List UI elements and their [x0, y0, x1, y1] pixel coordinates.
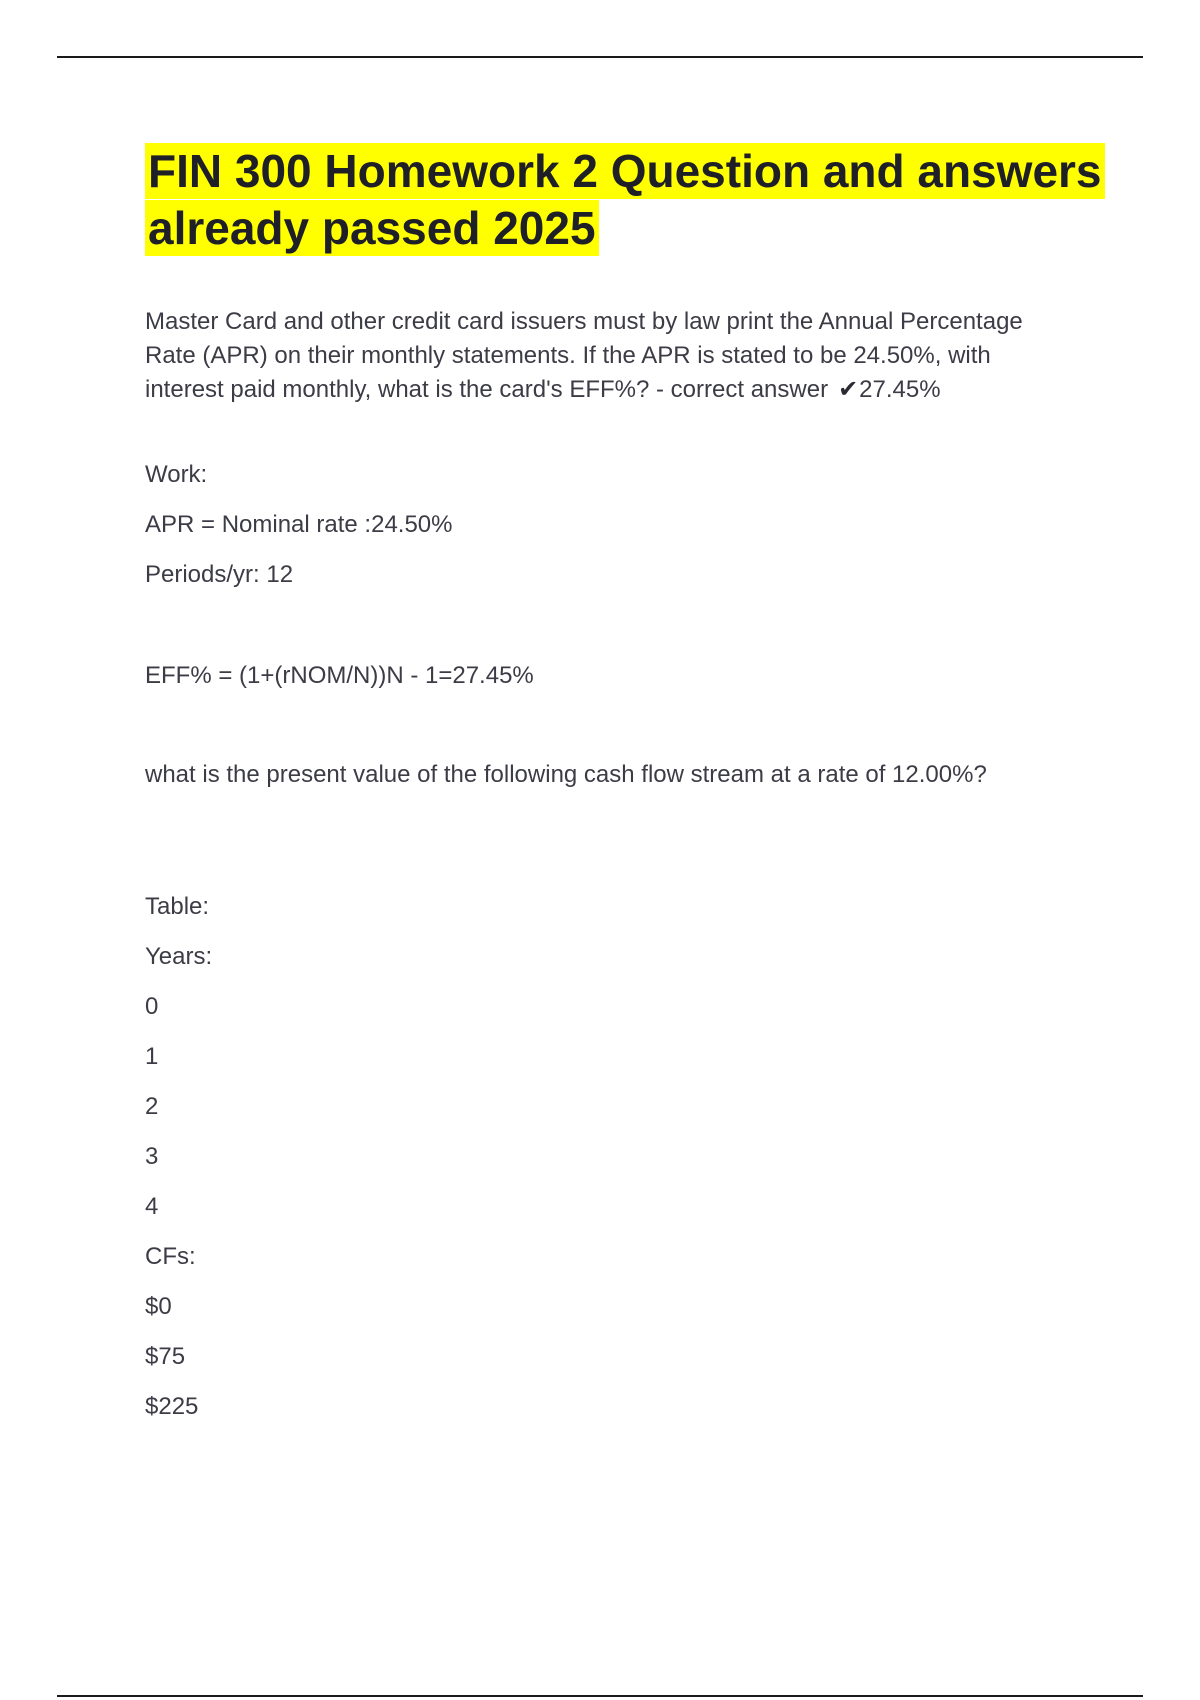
year-item: 4: [145, 1193, 159, 1220]
apr-line: APR = Nominal rate :24.50%: [145, 511, 453, 538]
year-item: 1: [145, 1043, 159, 1070]
answer-1: 27.45%: [859, 376, 941, 403]
cf-item: $0: [145, 1293, 172, 1320]
question-1-text: Master Card and other credit card issuers must by law print the Annual Percentage Rate (APR) on their monthly statements. If the APR is stated to be 24.50%, with interest paid monthly, what is the card's EFF%? - correct answer: [145, 308, 1023, 403]
cf-item: $225: [145, 1393, 199, 1420]
top-rule: [57, 56, 1143, 58]
work-label: Work:: [145, 461, 208, 488]
year-item: 0: [145, 993, 159, 1020]
question-1: [145, 305, 1075, 407]
title-highlight: FIN 300 Homework 2 Question and answers already passed 2025: [145, 143, 1105, 256]
cf-item: $75: [145, 1343, 186, 1370]
table-label: Table:: [145, 893, 210, 920]
periods-line: Periods/yr: 12: [145, 561, 294, 588]
cfs-label: CFs:: [145, 1243, 196, 1270]
year-item: 3: [145, 1143, 159, 1170]
checkmark-icon: ✔: [838, 376, 859, 403]
bottom-rule: [57, 1695, 1143, 1697]
year-item: 2: [145, 1093, 159, 1120]
eff-formula-line: EFF% = (1+(rNOM/N))N - 1=27.45%: [145, 662, 534, 689]
question-2: what is the present value of the following cash flow stream at a rate of 12.00%?: [145, 761, 987, 788]
document-title: [145, 143, 1105, 257]
years-label: Years:: [145, 943, 213, 970]
